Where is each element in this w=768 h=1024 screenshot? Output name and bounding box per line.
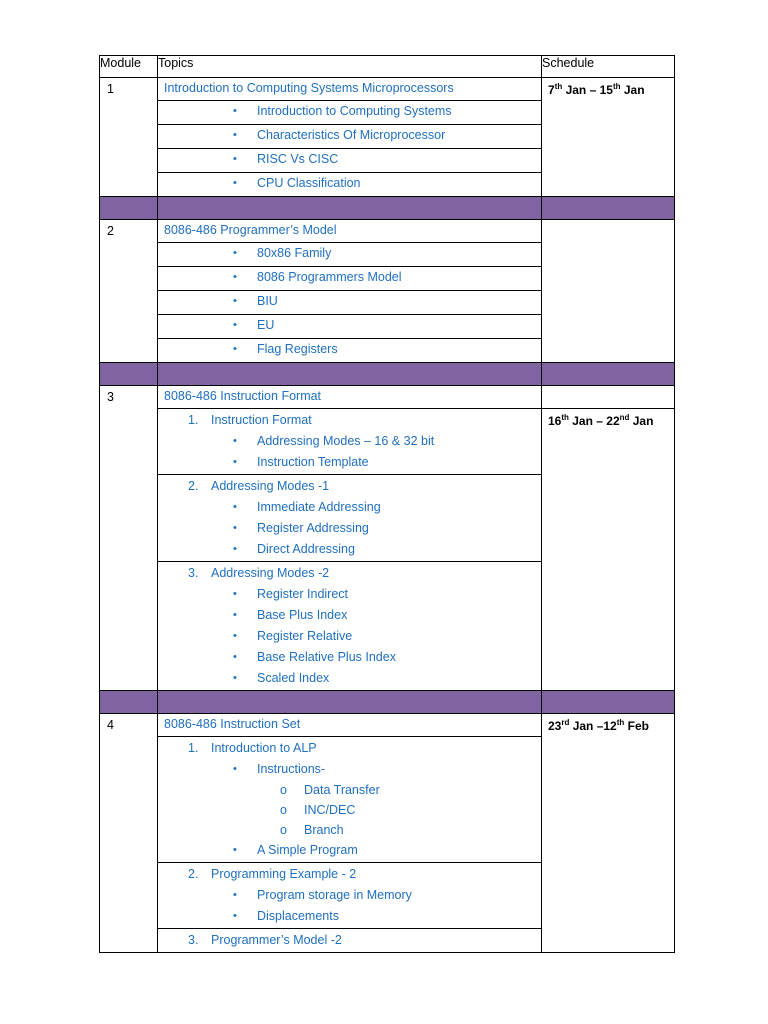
bullet-icon: •: [233, 609, 237, 621]
module-1-row: [100, 78, 675, 101]
subtopic-number: 2.: [188, 867, 199, 881]
bullet-icon: •: [233, 319, 237, 331]
list-item: [158, 125, 542, 149]
topic-text: EU: [257, 318, 275, 332]
bullet-icon: •: [233, 543, 237, 555]
list-item: [158, 339, 542, 363]
topic-text: Scaled Index: [257, 671, 330, 685]
topic-text: Immediate Addressing: [257, 500, 381, 514]
list-item: [158, 315, 542, 339]
bullet-icon: •: [233, 501, 237, 513]
topic-text: Programmer’s Model -2: [211, 933, 342, 947]
topic-text: CPU Classification: [257, 176, 361, 190]
module-number: 1: [100, 78, 158, 197]
bullet-icon: •: [233, 651, 237, 663]
bullet-icon: •: [233, 177, 237, 189]
topic-text: Register Relative: [257, 629, 353, 643]
topic-text: 80x86 Family: [257, 246, 332, 260]
topic-text: RISC Vs CISC: [257, 152, 339, 166]
topic-text: Data Transfer: [304, 783, 380, 797]
syllabus-table: [99, 55, 675, 953]
list-item: [158, 267, 542, 291]
header-module: Module: [100, 56, 158, 78]
schedule-cell: 7th Jan – 15th Jan: [542, 78, 675, 197]
circle-bullet-icon: o: [280, 823, 287, 837]
bullet-icon: •: [233, 105, 237, 117]
module-number: 2: [100, 220, 158, 363]
bullet-icon: •: [233, 588, 237, 600]
bullet-icon: •: [233, 889, 237, 901]
list-item: [158, 101, 542, 125]
topic-text: Characteristics Of Microprocessor: [257, 128, 446, 142]
subtopic-number: 3.: [188, 933, 199, 947]
list-item: [158, 149, 542, 173]
module-title: 8086-486 Programmer’s Model: [158, 220, 542, 243]
separator-row: [100, 197, 675, 220]
topic-text: Displacements: [257, 909, 339, 923]
schedule-cell: [542, 220, 675, 363]
bullet-icon: •: [233, 456, 237, 468]
schedule-cell: 16th Jan – 22nd Jan: [542, 409, 675, 691]
topic-text: Instruction Format: [211, 413, 312, 427]
subtopic-group: [158, 475, 542, 562]
topic-text: Register Indirect: [257, 587, 349, 601]
module-4-row: [100, 714, 675, 737]
topic-text: Direct Addressing: [257, 542, 355, 556]
subtopic-group: [158, 929, 542, 953]
bullet-icon: •: [233, 343, 237, 355]
topic-text: Flag Registers: [257, 342, 338, 356]
topic-text: Addressing Modes -1: [211, 479, 330, 493]
module-title: Introduction to Computing Systems Microprocessors: [158, 78, 542, 101]
separator-row: [100, 363, 675, 386]
topic-text: Base Plus Index: [257, 608, 348, 622]
topic-text: 8086 Programmers Model: [257, 270, 402, 284]
topic-text: BIU: [257, 294, 278, 308]
module-title: 8086-486 Instruction Format: [158, 386, 542, 409]
subtopic-number: 1.: [188, 413, 199, 427]
bullet-icon: •: [233, 672, 237, 684]
topic-text: Branch: [304, 823, 344, 837]
list-item: [158, 173, 542, 197]
bullet-icon: •: [233, 522, 237, 534]
module-number: 4: [100, 714, 158, 953]
bullet-icon: •: [233, 271, 237, 283]
circle-bullet-icon: o: [280, 783, 287, 797]
topic-text: A Simple Program: [257, 843, 358, 857]
bullet-icon: •: [233, 630, 237, 642]
topic-text: Addressing Modes -2: [211, 566, 330, 580]
module-2-row: [100, 220, 675, 243]
schedule-cell: 23rd Jan –12th Feb: [542, 714, 675, 953]
topic-text: Programming Example - 2: [211, 867, 357, 881]
topic-text: Addressing Modes – 16 & 32 bit: [257, 434, 435, 448]
bullet-icon: •: [233, 247, 237, 259]
bullet-icon: •: [233, 435, 237, 447]
bullet-icon: •: [233, 153, 237, 165]
bullet-icon: •: [233, 129, 237, 141]
separator-row: [100, 691, 675, 714]
module-title: 8086-486 Instruction Set: [158, 714, 542, 737]
topic-text: Register Addressing: [257, 521, 369, 535]
module-number: 3: [100, 386, 158, 691]
topic-text: INC/DEC: [304, 803, 356, 817]
topic-text: Introduction to Computing Systems: [257, 104, 452, 118]
topic-text: Introduction to ALP: [211, 741, 317, 755]
bullet-icon: •: [233, 763, 237, 775]
schedule-cell-empty: [542, 386, 675, 409]
circle-bullet-icon: o: [280, 803, 287, 817]
list-item: [158, 291, 542, 315]
header-row: [100, 56, 675, 78]
topic-text: Program storage in Memory: [257, 888, 412, 902]
topic-text: Instruction Template: [257, 455, 369, 469]
header-schedule: Schedule: [542, 56, 675, 78]
subtopic-number: 1.: [188, 741, 199, 755]
bullet-icon: •: [233, 295, 237, 307]
bullet-icon: •: [233, 910, 237, 922]
subtopic-group: [158, 737, 542, 863]
subtopic-number: 3.: [188, 566, 199, 580]
subtopic-group: [158, 409, 542, 475]
bullet-icon: •: [233, 844, 237, 856]
module-3-row: [100, 386, 675, 409]
subtopic-number: 2.: [188, 479, 199, 493]
topic-text: Instructions-: [257, 762, 326, 776]
subtopic-group: [158, 562, 542, 691]
topic-text: Base Relative Plus Index: [257, 650, 396, 664]
header-topics: Topics: [158, 56, 542, 78]
subtopic-group: [158, 863, 542, 929]
list-item: [158, 243, 542, 267]
